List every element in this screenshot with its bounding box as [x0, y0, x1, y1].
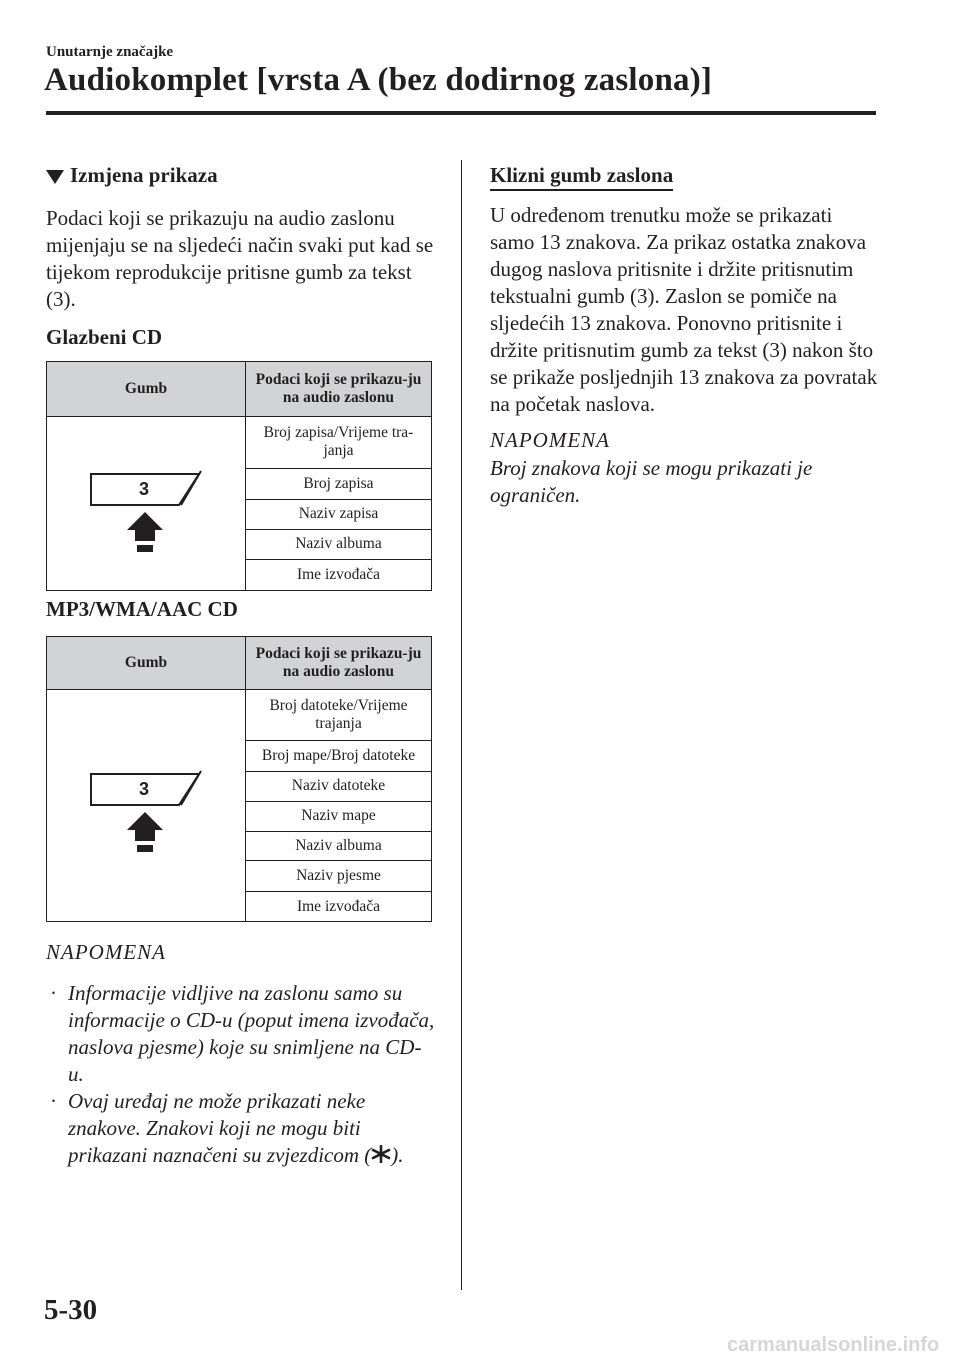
text-button-cell: [47, 417, 246, 591]
note-heading: NAPOMENA: [46, 940, 166, 964]
note-heading: NAPOMENA: [490, 428, 610, 452]
bullet-text: Ovaj uređaj ne može prikazati neke znakove. Znakovi koji ne mogu biti prikazani naznačeni su zvjezdicom ( ).: [68, 1089, 404, 1167]
page-number: 5-30: [44, 1294, 98, 1326]
table-row: Naziv datoteke: [246, 772, 432, 802]
column-divider: [461, 160, 462, 1290]
text-button-cell: [47, 690, 246, 922]
table-row: Naziv zapisa: [246, 499, 432, 529]
bullet-dot-icon: ·: [50, 981, 57, 1005]
bullet-text: Informacije vidljive na zaslonu samo su informacije o CD-u (poput imena izvođača, naslova pjesme) koje su snimljene na CD-u.: [68, 981, 435, 1086]
col-header-data: Podaci koji se prikazu-ju na audio zaslonu: [246, 637, 432, 690]
table-row: Naziv mape: [246, 801, 432, 831]
table-row: Naziv pjesme: [246, 861, 432, 892]
text-button-3-icon: [51, 417, 241, 585]
title-rule: [46, 111, 876, 115]
section-heading-izmjena: [46, 163, 218, 188]
section-heading-klizni: Klizni gumb zaslona: [490, 163, 673, 191]
klizni-paragraph: U određenom trenutku može se prikazati samo 13 znakova. Za prikaz ostatka znakova dugog naslova pritisnite i držite pritisnutim tekstualni gumb (3). Zaslon se pomiče na sljedećih 13 znakova. Ponovno pritisnite i držite pritisnutim gumb za tekst (3) nakon što se prikaže posljednjih 13 znakova za povratak na početak naslova.: [490, 203, 878, 416]
mp3-table: [46, 636, 432, 922]
list-item: [46, 1088, 436, 1169]
asterisk-icon: [371, 1145, 391, 1163]
table-row: Broj zapisa/Vrijeme tra-janja: [246, 417, 432, 469]
chapter-kicker: Unutarnje značajke: [46, 44, 174, 60]
mp3-subheading: MP3/WMA/AAC CD: [46, 597, 238, 621]
table-row: Ime izvođača: [246, 892, 432, 922]
col-header-button: Gumb: [47, 362, 246, 417]
table-row: Broj mape/Broj datoteke: [246, 741, 432, 772]
watermark: carmanualsonline.info: [727, 1334, 940, 1356]
col-header-data: Podaci koji se prikazu-ju na audio zaslonu: [246, 362, 432, 417]
col-header-button: Gumb: [47, 637, 246, 690]
table-row: Broj zapisa: [246, 468, 432, 499]
table-row: Broj datoteke/Vrijeme trajanja: [246, 690, 432, 741]
bullet-dot-icon: ·: [50, 1089, 57, 1113]
list-item: [46, 980, 436, 1088]
note-text: Broj znakova koji se mogu prikazati je ograničen.: [490, 456, 813, 507]
page-title: Audiokomplet [vrsta A (bez dodirnog zaslona)]: [44, 62, 713, 98]
intro-paragraph: Podaci koji se prikazuju na audio zaslonu mijenjaju se na sljedeći način svaki put kad se tijekom reprodukcije pritisne gumb za tekst (3).: [46, 206, 434, 311]
cd-subheading: Glazbeni CD: [46, 325, 163, 349]
button-number-label: 3: [139, 479, 150, 499]
button-number-label: 3: [139, 779, 150, 799]
text-button-3-icon: [51, 690, 241, 916]
cd-table: [46, 361, 432, 591]
table-row: Naziv albuma: [246, 831, 432, 861]
section-heading-text: Izmjena prikaza: [70, 163, 218, 187]
note-bullets: [46, 980, 436, 1169]
table-row: Naziv albuma: [246, 529, 432, 559]
triangle-bullet-icon: [46, 170, 64, 184]
table-row: Ime izvođača: [246, 559, 432, 590]
